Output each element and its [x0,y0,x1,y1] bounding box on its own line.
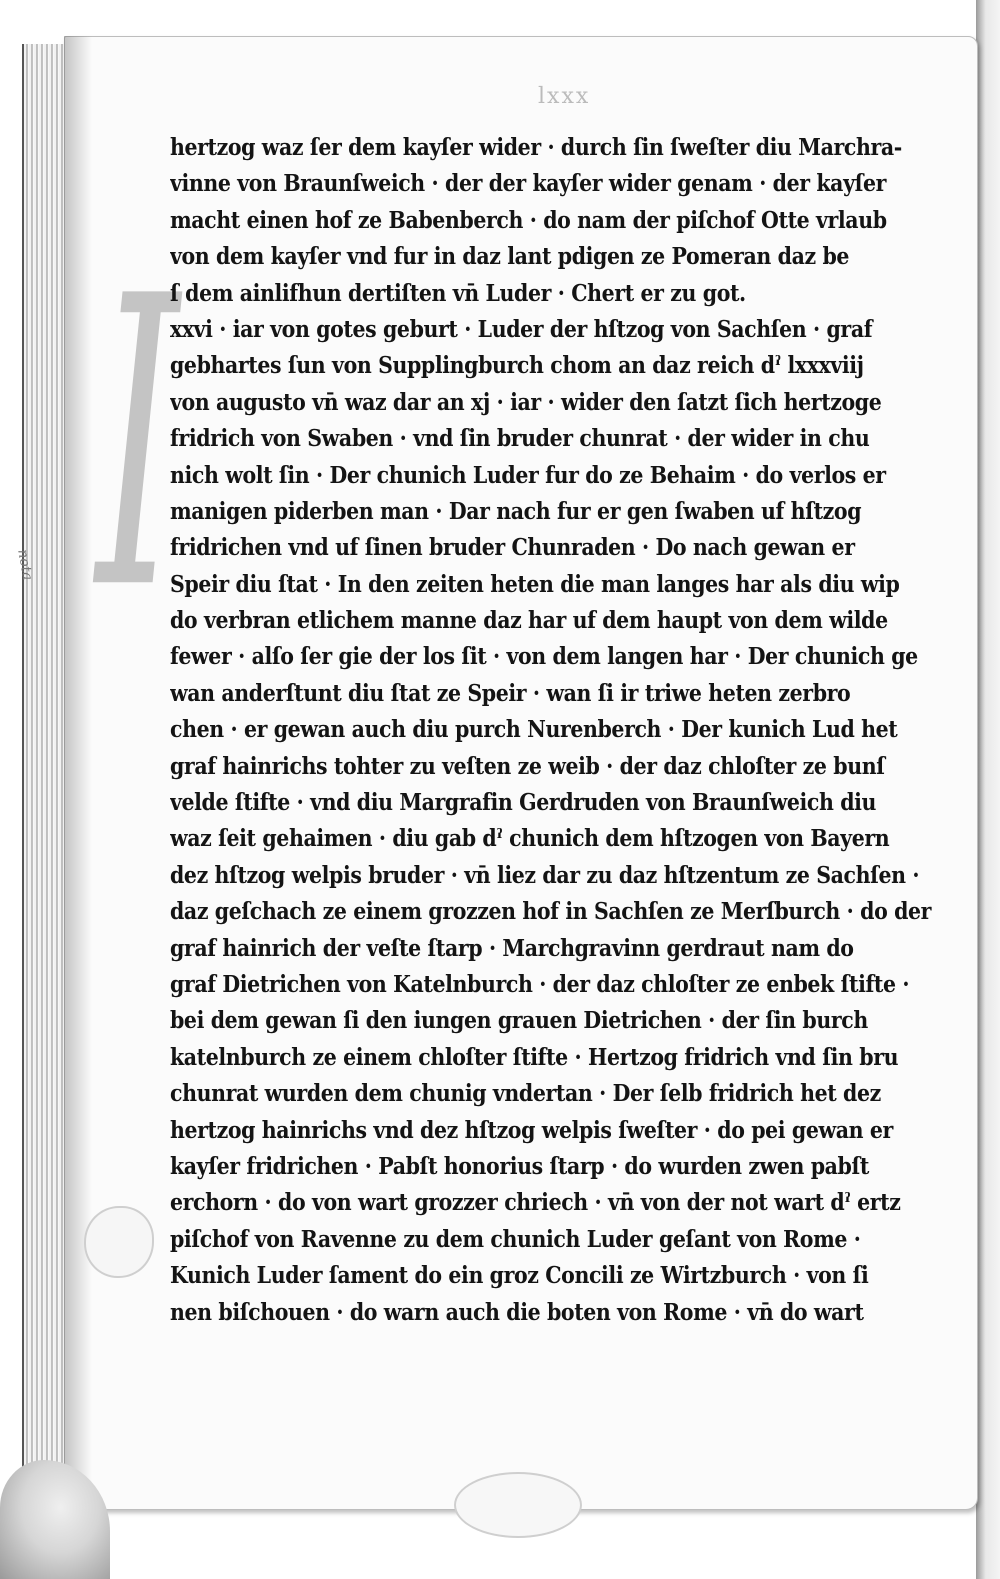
text-line: dez hſtzog welpis bruder · vn̄ liez dar zu daz hſtzentum ze Sachſen · [170,860,920,889]
decorated-initial: I [96,211,179,678]
text-line: do verbran etlichem manne daz har uf dem haupt von dem wilde [170,606,888,634]
gutter-shadow [64,36,92,1508]
text-line: vinne von Braunſweich · der der kayſer wider genam · der kayſer [170,169,887,198]
text-line: bei dem gewan ſi den iungen grauen Dietrichen · der ſin burch [170,1006,868,1034]
text-line: fridrichen vnd uf ſinen bruder Chunraden · Do nach gewan er [170,533,855,561]
text-line: hertzog hainrichs vnd dez hſtzog welpis ſweſter · do pei gewan er [170,1115,893,1144]
text-line: nen biſchouen · do warn auch die boten von Rome · vn̄ do wart [170,1297,864,1326]
text-line: fridrich von Swaben · vnd ſin bruder chunrat · der wider in chu [170,424,870,452]
text-line: chunrat wurden dem chunig vndertan · Der ſelb fridrich het dez [170,1079,881,1107]
stamp-mark-bottom [454,1472,582,1538]
text-line: Speir diu ſtat · In den zeiten heten die man langes har als diu wip [170,569,900,598]
background-edge [976,0,1000,1579]
text-line: chen · er gewan auch diu purch Nurenberch · Der kunich Lud het [170,715,898,743]
stamp-mark-left [84,1206,154,1278]
text-line: fewer · alſo ſer gie der los ſit · von dem langen har · Der chunich ge [170,642,918,671]
text-line: macht einen hof ze Babenberch · do nam der piſchof Otte vrlaub [170,205,887,234]
text-line: daz geſchach ze einem grozzen hof in Sachſen ze Merſburch · do der [170,897,932,925]
text-block [170,130,940,1331]
folio-number: lxxx [538,84,591,109]
text-line: von augusto vn̄ waz dar an xj · iar · wider den ſatzt ſich hertzoge [170,387,882,416]
text-line: Kunich Luder ſament do ein groz Concili ze Wirtzburch · von ſi [170,1261,869,1289]
text-line: graf hainrich der veſte ſtarp · Marchgravinn gerdraut nam do [170,933,854,962]
text-line: nich wolt ſin · Der chunich Luder fur do ze Behaim · do verlos er [170,460,886,489]
text-line: katelnburch ze einem chloſter ſtifte · Hertzog fridrich vnd ſin bru [170,1042,899,1071]
text-line: erchorn · do von wart grozzer chriech · vn̄ von der not wart dˀ ertz [170,1188,901,1216]
text-line: ſ dem ainlifhun dertiſten vn̄ Luder · Chert er zu got. [170,278,746,307]
margin-note: nota [14,548,36,582]
text-line: manigen piderben man · Dar nach fur er gen ſwaben uf hſtzog [170,496,862,525]
text-line: von dem kayſer vnd fur in daz lant pdigen ze Pomeran daz be [170,242,850,270]
text-line: velde ſtifte · vnd diu Margrafin Gerdruden von Braunſweich diu [170,788,877,816]
text-line: waz ſeit gehaimen · diu gab dˀ chunich dem hſtzogen von Bayern [170,824,890,853]
text-line: xxvi · iar von gotes geburt · Luder der hſtzog von Sachſen · graf [170,314,873,343]
text-line: gebhartes ſun von Supplingburch chom an daz reich dˀ lxxxviij [170,351,864,379]
text-line: hertzog waz ſer dem kayſer wider · durch ſin ſweſter diu Marchra- [170,133,902,161]
text-line: piſchof von Ravenne zu dem chunich Luder geſant von Rome · [170,1224,861,1253]
text-line: graf hainrichs tohter zu veſten ze weib · der daz chloſter ze bunſ [170,751,885,780]
text-line: wan anderſtunt diu ſtat ze Speir · wan ſi ir triwe heten zerbro [170,678,851,707]
text-line: graf Dietrichen von Katelnburch · der daz chloſter ze enbek ſtifte · [170,970,910,998]
text-line: kayſer fridrichen · Pabſt honorius ſtarp · do wurden zwen pabſt [170,1151,869,1180]
